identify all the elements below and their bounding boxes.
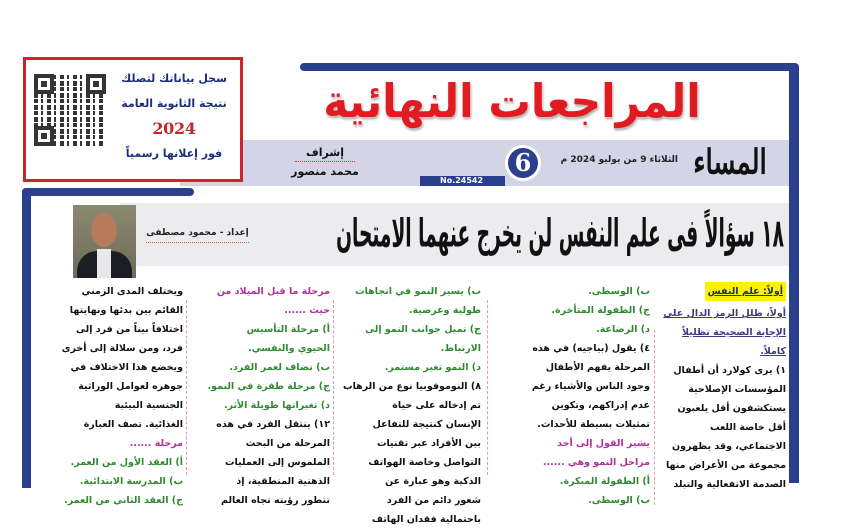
text-line: مجموعة من الأعراض منها [665,460,786,471]
article-column-4 [190,282,330,510]
text-line: الإجابة الصحيحة تظليلاً [682,327,786,338]
text-line: د) تغيراتها طويلة الأثر. [223,400,330,411]
text-line: الاجتماعي، وقد يظهرون [672,441,786,452]
text-line: الحيوي والنفسي. [248,343,330,354]
supervision [275,145,375,180]
promo-text [109,66,239,166]
section-heading: أولاً: علم النفس [705,282,786,301]
text-line: تتطور رؤيته تجاه العالم [221,495,330,506]
text-line: المرحلة من البحث [245,438,330,449]
text-line: ج) مرحلة طفرة في النمو. [207,381,330,392]
article-headline: ١٨ سؤالاً فى علم النفس لن يخرج عنهما الامتحان [336,211,784,258]
text-line: مرحلة ...... [129,438,183,449]
text-line: طولية وعرضية. [408,305,481,316]
text-line: الارتباط. [440,343,481,354]
article-column-1 [658,282,786,494]
supervision-label: إشراف [306,146,344,159]
text-line: ب) الوسطى. [588,495,650,506]
text-line: التواصل وخاصة الهواتف [368,457,481,468]
text-line: أ) مرحلة التأسيس [246,324,330,335]
text-line: بين الأفراد عبر تقنيات [376,438,481,449]
text-line: جوهره لعوامل الوراثية [78,381,183,392]
page-frame-left [22,188,31,488]
text-line: ٨) النوموفوبيا نوع من الرهاب [343,381,481,392]
article-column-5 [33,282,183,510]
text-line: مراحل النمو وهي ...... [542,457,650,468]
text-line: ١٢) ينتقل الفرد في هذه [216,419,330,430]
text-line: المرحلة يفهم الأطفال [545,362,650,373]
supervisor-name: محمد منصور [291,165,359,178]
text-line: ج) الطفولة المتأخرة. [551,305,650,316]
text-line: اختلافاً بيناً من فرد إلى [76,324,183,335]
text-line: الجنسية البيئية [114,400,183,411]
text-line: ب) تضاف لعمر الفرد. [229,362,330,373]
text-line: حيث ...... [284,305,330,316]
column-divider [333,300,334,475]
text-line: القائم بين بدئها ونهايتها [69,305,183,316]
section-rule [22,188,194,196]
text-line: الإنسان كنتيجة للتفاعل [372,419,481,430]
text-line: ب) الوسطى. [588,286,650,297]
text-line: أقل خاصة اللعب [709,422,786,433]
promo-line-2: نتيجة الثانوية العامة [121,97,227,110]
text-line: د) النمو تغير مستمر. [384,362,481,373]
text-line: ب) المدرسة الابتدائية. [79,476,183,487]
text-line: يشير القول إلى أحد [557,438,650,449]
text-line: المؤسسات الإصلاحية [688,384,786,395]
text-line: الملموس إلى العمليات [225,457,330,468]
text-line: عدم إدراكهم، وتكوين [551,400,650,411]
article-column-2 [495,282,650,510]
text-line: ويخضع هذا الاختلاف في [70,362,183,373]
text-line: باحتمالية فقدان الهاتف [371,514,481,525]
text-line: ج) تميل جوانب النمو إلى [365,324,481,335]
text-line: أ) العقد الأول من العمر. [70,457,183,468]
masthead-title: المراجعات النهائية [323,74,701,128]
article-column-3 [337,282,481,529]
author-photo [73,205,136,278]
issue-number: No.24542 [420,176,505,186]
text-line: ج) العقد الثاني من العمر. [64,495,183,506]
text-line: يستكشفون أقل يلعبون [677,403,786,414]
text-line: شعور دائم من الفرد [386,495,481,506]
text-line: مرحلة ما قبل الميلاد من [216,286,330,297]
text-line: فرد، ومن سلالة إلى أخرى [61,343,183,354]
text-line: ١) يرى كولارد أن أطفال [673,365,786,376]
byline [140,228,255,243]
newspaper-logo: المساء [693,143,767,183]
text-line: تم إدخاله على حياة [392,400,481,411]
text-line: ويختلف المدى الزمني [81,286,183,297]
text-line: أ) الطفولة المبكرة. [559,476,650,487]
text-line: كاملاً. [760,346,786,357]
text-line: ب) يسير النمو في اتجاهات [355,286,481,297]
text-line: الذكية وهو عبارة عن [385,476,481,487]
text-line: تمثيلات بسيطة للأحداث. [537,419,650,430]
issue-date: الثلاثاء 9 من يوليو 2024 م [560,155,678,165]
text-line: د) الرضاعة. [596,324,650,335]
page-number: 6 [505,145,541,181]
text-line: أولاً، ظلل الرمز الدال على [663,308,786,319]
promo-year: 2024 [152,119,196,138]
byline-text: إعداد - محمود مصطفى [146,228,249,238]
text-line: الصدمة الانفعالية والتبلد [673,479,786,490]
column-divider [487,300,488,475]
text-line: الغذائية. تصف العبارة [83,419,183,430]
column-divider [654,330,655,505]
text-line: وجود الناس والأشياء رغم [531,381,650,392]
text-line: الذهنية المنطقية، إذ [236,476,330,487]
promo-line-1: سجل بياناتك لتصلك [121,72,227,85]
text-line [658,282,786,301]
qr-code-icon[interactable] [34,74,106,146]
promo-line-3: فور إعلانها رسمياً [125,147,223,160]
column-divider [186,300,187,475]
text-line: ٤) يقول (بياجيه) في هذه [532,343,650,354]
page-frame-right [789,63,799,483]
results-promo-box [23,57,243,182]
